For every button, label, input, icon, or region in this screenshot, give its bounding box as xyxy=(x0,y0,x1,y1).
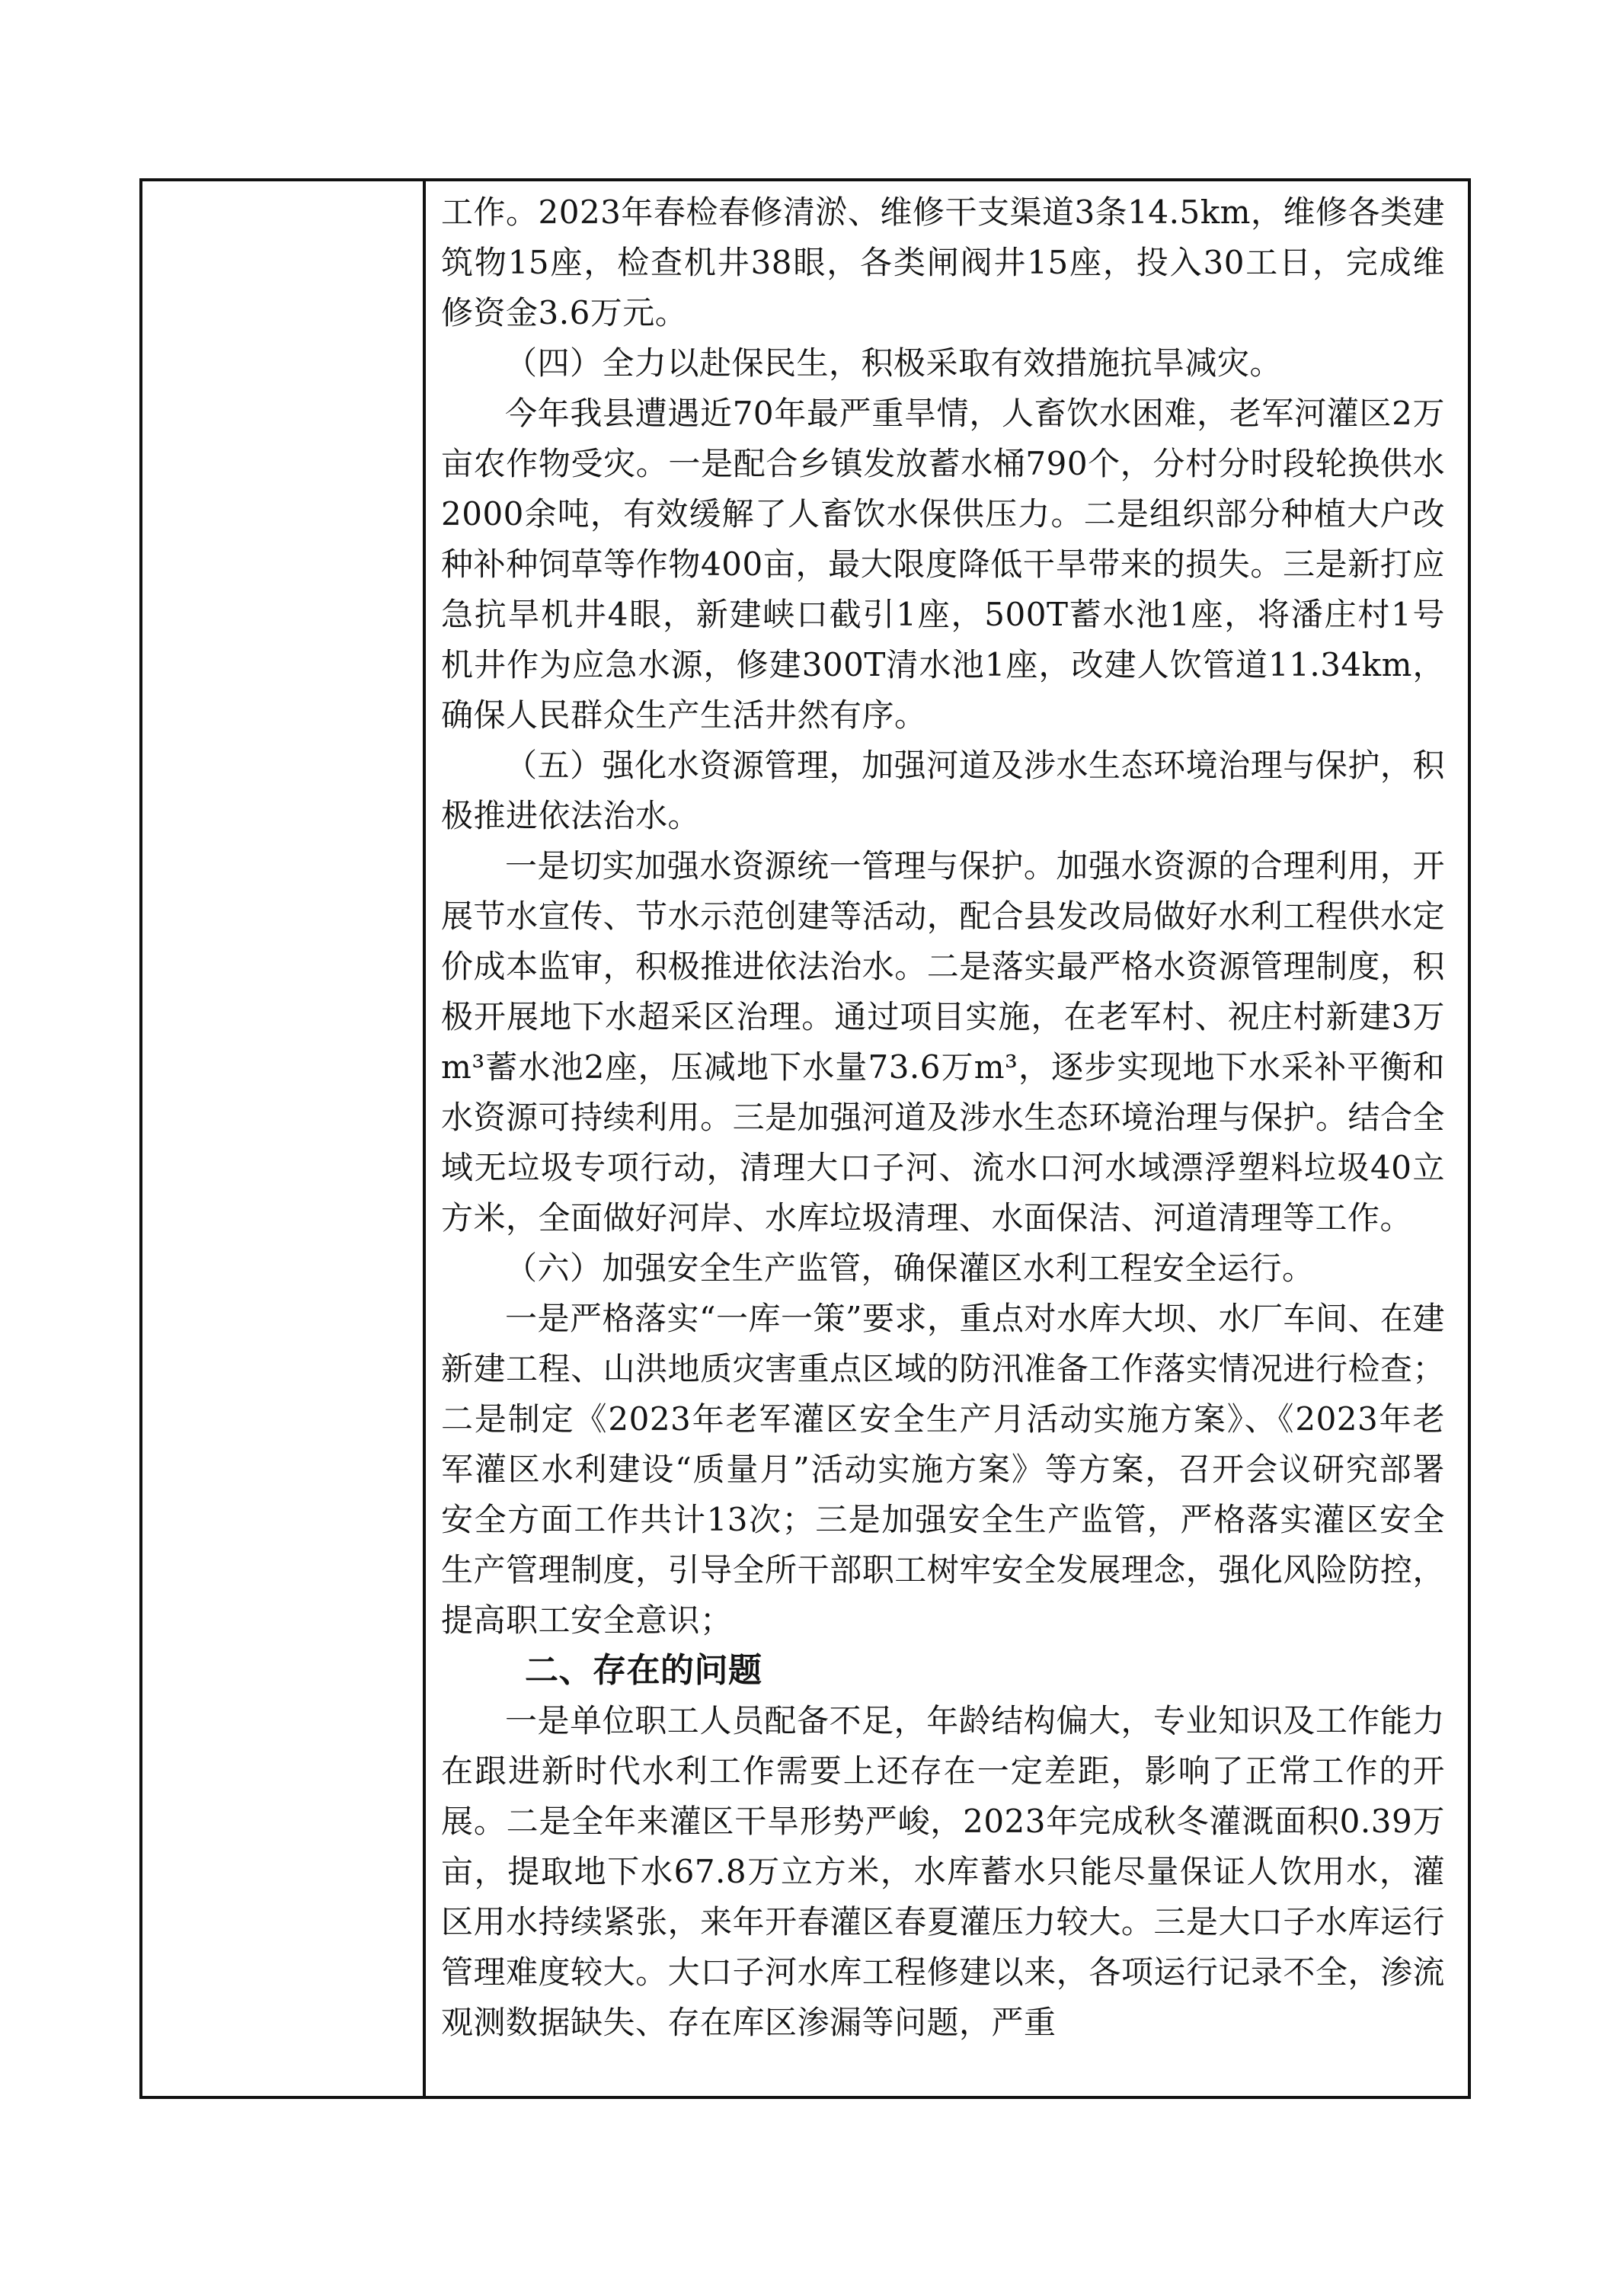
subheading-5: （五）强化水资源管理，加强河道及涉水生态环境治理与保护，积极推进依法治水。 xyxy=(441,747,1445,834)
paragraph-drought: 今年我县遭遇近70年最严重旱情，人畜饮水困难，老军河灌区2万亩农作物受灾。一是配合乡镇发放蓄水桶790个，分村分时段轮换供水2000余吨，有效缓解了人畜饮水保供压力。二是组织部分种植大户改种补种饲草等作物400亩，最大限度降低干旱带来的损失。三是新打应急抗旱机井4眼，新建峡口截引1座，500T蓄水池1座，将潘庄村1号机井作为应急水源，修建300T清水池1座，改建人饮管道11.34km，确保人民群众生产生活井然有序。 xyxy=(441,395,1445,734)
paragraph-continuation: 工作。2023年春检春修清淤、维修干支渠道3条14.5km，维修各类建筑物15座，检查机井38眼，各类闸阀井15座，投入30工日，完成维修资金3.6万元。 xyxy=(441,194,1445,331)
subheading-6: （六）加强安全生产监管，确保灌区水利工程安全运行。 xyxy=(505,1249,1315,1287)
report-table xyxy=(139,178,1471,2099)
paragraph-problems: 一是单位职工人员配备不足，年龄结构偏大，专业知识及工作能力在跟进新时代水利工作需要上还存在一定差距，影响了正常工作的开展。二是全年来灌区干旱形势严峻，2023年完成秋冬灌溉面积0.39万亩，提取地下水67.8万立方米，水库蓄水只能尽量保证人饮用水，灌区用水持续紧张，来年开春灌区春夏灌压力较大。三是大口子水库运行管理难度较大。大口子河水库工程修建以来，各项运行记录不全，渗流观测数据缺失、存在库区渗漏等问题，严重 xyxy=(441,1702,1445,2041)
paragraph-safety: 一是严格落实“一库一策”要求，重点对水库大坝、水厂车间、在建新建工程、山洪地质灾害重点区域的防汛准备工作落实情况进行检查；二是制定《2023年老军灌区安全生产月活动实施方案》、《2023年老军灌区水利建设“质量月”活动实施方案》等方案，召开会议研究部署安全方面工作共计13次；三是加强安全生产监管，严格落实灌区安全生产管理制度，引导全所干部职工树牢安全发展理念，强化风险防控，提高职工安全意识； xyxy=(441,1300,1445,1639)
table-label-cell xyxy=(142,181,426,2096)
paragraph-water-resources: 一是切实加强水资源统一管理与保护。加强水资源的合理利用，开展节水宣传、节水示范创建等活动，配合县发改局做好水利工程供水定价成本监审，积极推进依法治水。二是落实最严格水资源管理制度，积极开展地下水超采区治理。通过项目实施，在老军村、祝庄村新建3万m³蓄水池2座，压减地下水量73.6万m³，逐步实现地下水采补平衡和水资源可持续利用。三是加强河道及涉水生态环境治理与保护。结合全域无垃圾专项行动，清理大口子河、流水口河水域漂浮塑料垃圾40立方米，全面做好河岸、水库垃圾清理、水面保洁、河道清理等工作。 xyxy=(441,847,1445,1237)
table-content-cell xyxy=(441,187,1445,2048)
subheading-4: （四）全力以赴保民生，积极采取有效措施抗旱减灾。 xyxy=(505,344,1283,382)
section-heading-problems: 二、存在的问题 xyxy=(525,1651,762,1690)
